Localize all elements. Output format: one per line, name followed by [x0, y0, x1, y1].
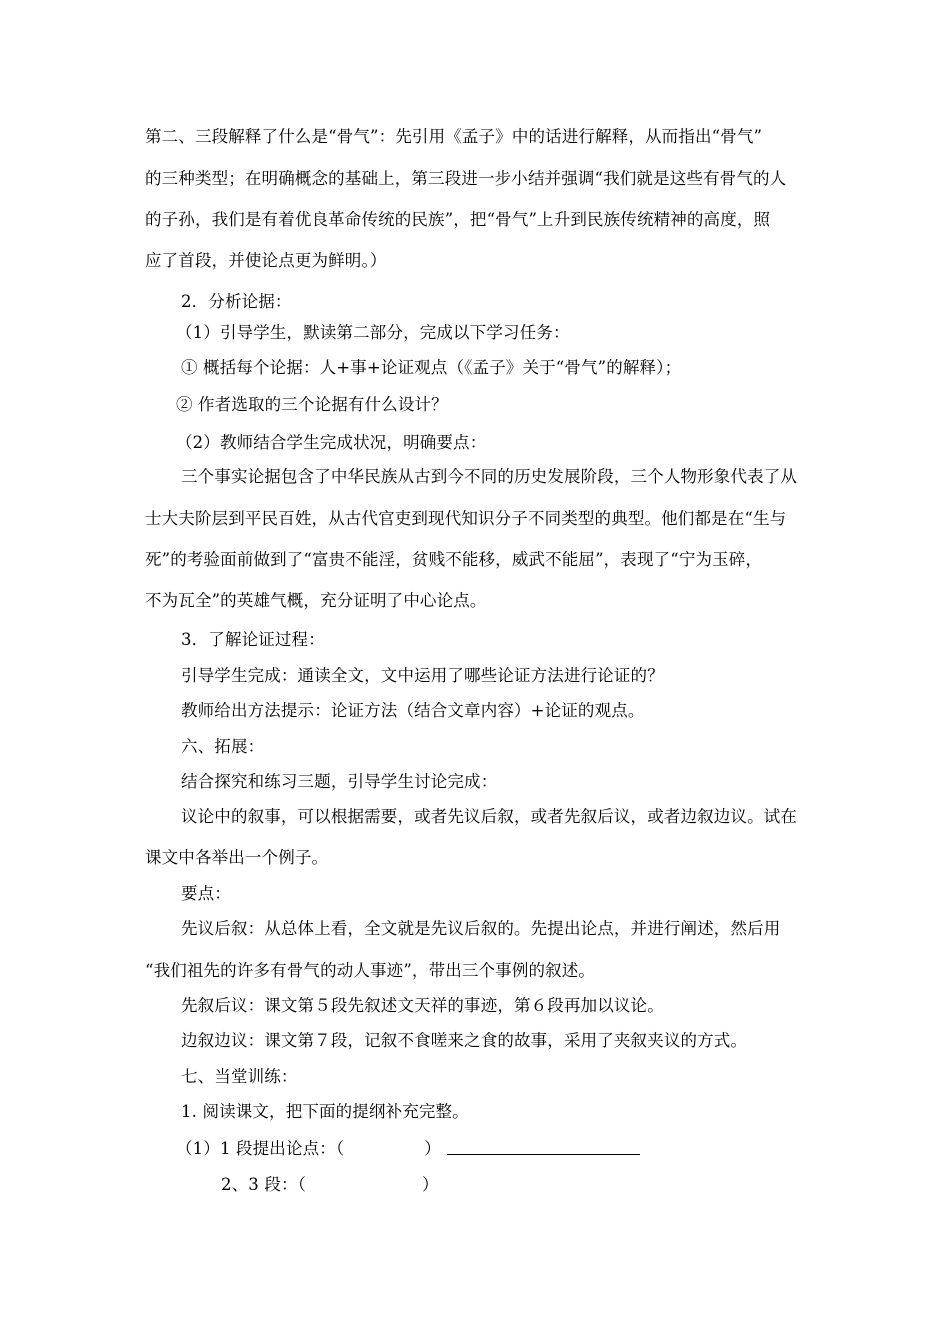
list-item: ② 作者选取的三个论据有什么设计？ — [176, 395, 448, 414]
paragraph-line: 应了首段，并使论点更为鲜明。） — [145, 251, 387, 270]
paragraph-line: “我们祖先的许多有骨气的动人事迹”，带出三个事例的叙述。 — [145, 961, 596, 980]
paragraph-line: 结合探究和练习三题，引导学生讨论完成： — [181, 772, 498, 791]
paragraph-line: 第二、三段解释了什么是“骨气”：先引用《孟子》中的话进行解释，从而指出“骨气” — [145, 127, 763, 146]
paragraph-line: 死”的考验面前做到了“富贵不能淫，贫贱不能移，威武不能屈”，表现了“宁为玉碎， — [145, 550, 763, 569]
outline-item-2-prefix: 2、3 段：（ — [221, 1175, 307, 1194]
paragraph-line: （2）教师结合学生完成状况，明确要点： — [176, 433, 487, 452]
section-heading: 3．了解论证过程： — [181, 630, 325, 649]
paragraph-line: 的三种类型；在明确概念的基础上，第三段进一步小结并强调“我们就是这些有骨气的人 — [145, 169, 787, 188]
outline-item-2-suffix: ） — [422, 1175, 439, 1194]
paragraph-line: 议论中的叙事，可以根据需要，或者先议后叙，或者先叙后议，或者边叙边议。试在 — [181, 807, 798, 826]
outline-item-1-prefix: （1）1 段提出论点：（ — [176, 1139, 345, 1158]
paragraph-line: 引导学生完成：通读全文，文中运用了哪些论证方法进行论证的？ — [181, 666, 664, 685]
paragraph-line: 课文中各举出一个例子。 — [145, 848, 329, 867]
outline-item-2 — [221, 1174, 439, 1196]
paragraph-line: 不为瓦全”的英雄气概，充分证明了中心论点。 — [145, 591, 487, 610]
paragraph-line: 三个事实论据包含了中华民族从古到今不同的历史发展阶段，三个人物形象代表了从 — [181, 467, 798, 486]
outline-item-1 — [176, 1138, 640, 1160]
outline-item-1-suffix: ） — [424, 1139, 441, 1158]
paragraph-line: 要点： — [181, 884, 231, 903]
list-item: ① 概括每个论据：人+事+论证观点（《孟子》关于“骨气”的解释）； — [181, 358, 682, 377]
paragraph-line: 士大夫阶层到平民百姓，从古代官吏到现代知识分子不同类型的典型。他们都是在“生与 — [145, 509, 787, 528]
paragraph-line: 先叙后议：课文第５段先叙述文天祥的事迹，第６段再加以议论。 — [181, 996, 664, 1015]
paragraph-line: 先议后叙：从总体上看，全文就是先议后叙的。先提出论点，并进行阐述，然后用 — [181, 919, 781, 938]
answer-blank-line[interactable] — [447, 1138, 640, 1155]
paragraph-line: 1. 阅读课文，把下面的提纲补充完整。 — [181, 1102, 469, 1121]
section-heading: 2．分析论据： — [181, 292, 292, 311]
paragraph-line: 的子孙，我们是有着优良革命传统的民族”，把“骨气”上升到民族传统精神的高度，照 — [145, 210, 771, 229]
paragraph-line: 边叙边议：课文第７段，记叙不食嗟来之食的故事，采用了夹叙夹议的方式。 — [181, 1031, 748, 1050]
section-heading: 六、拓展： — [181, 737, 265, 756]
paragraph-line: 教师给出方法提示：论证方法（结合文章内容）+论证的观点。 — [181, 701, 645, 720]
paragraph-line: （1）引导学生，默读第二部分，完成以下学习任务： — [176, 323, 570, 342]
section-heading: 七、当堂训练： — [181, 1067, 298, 1086]
